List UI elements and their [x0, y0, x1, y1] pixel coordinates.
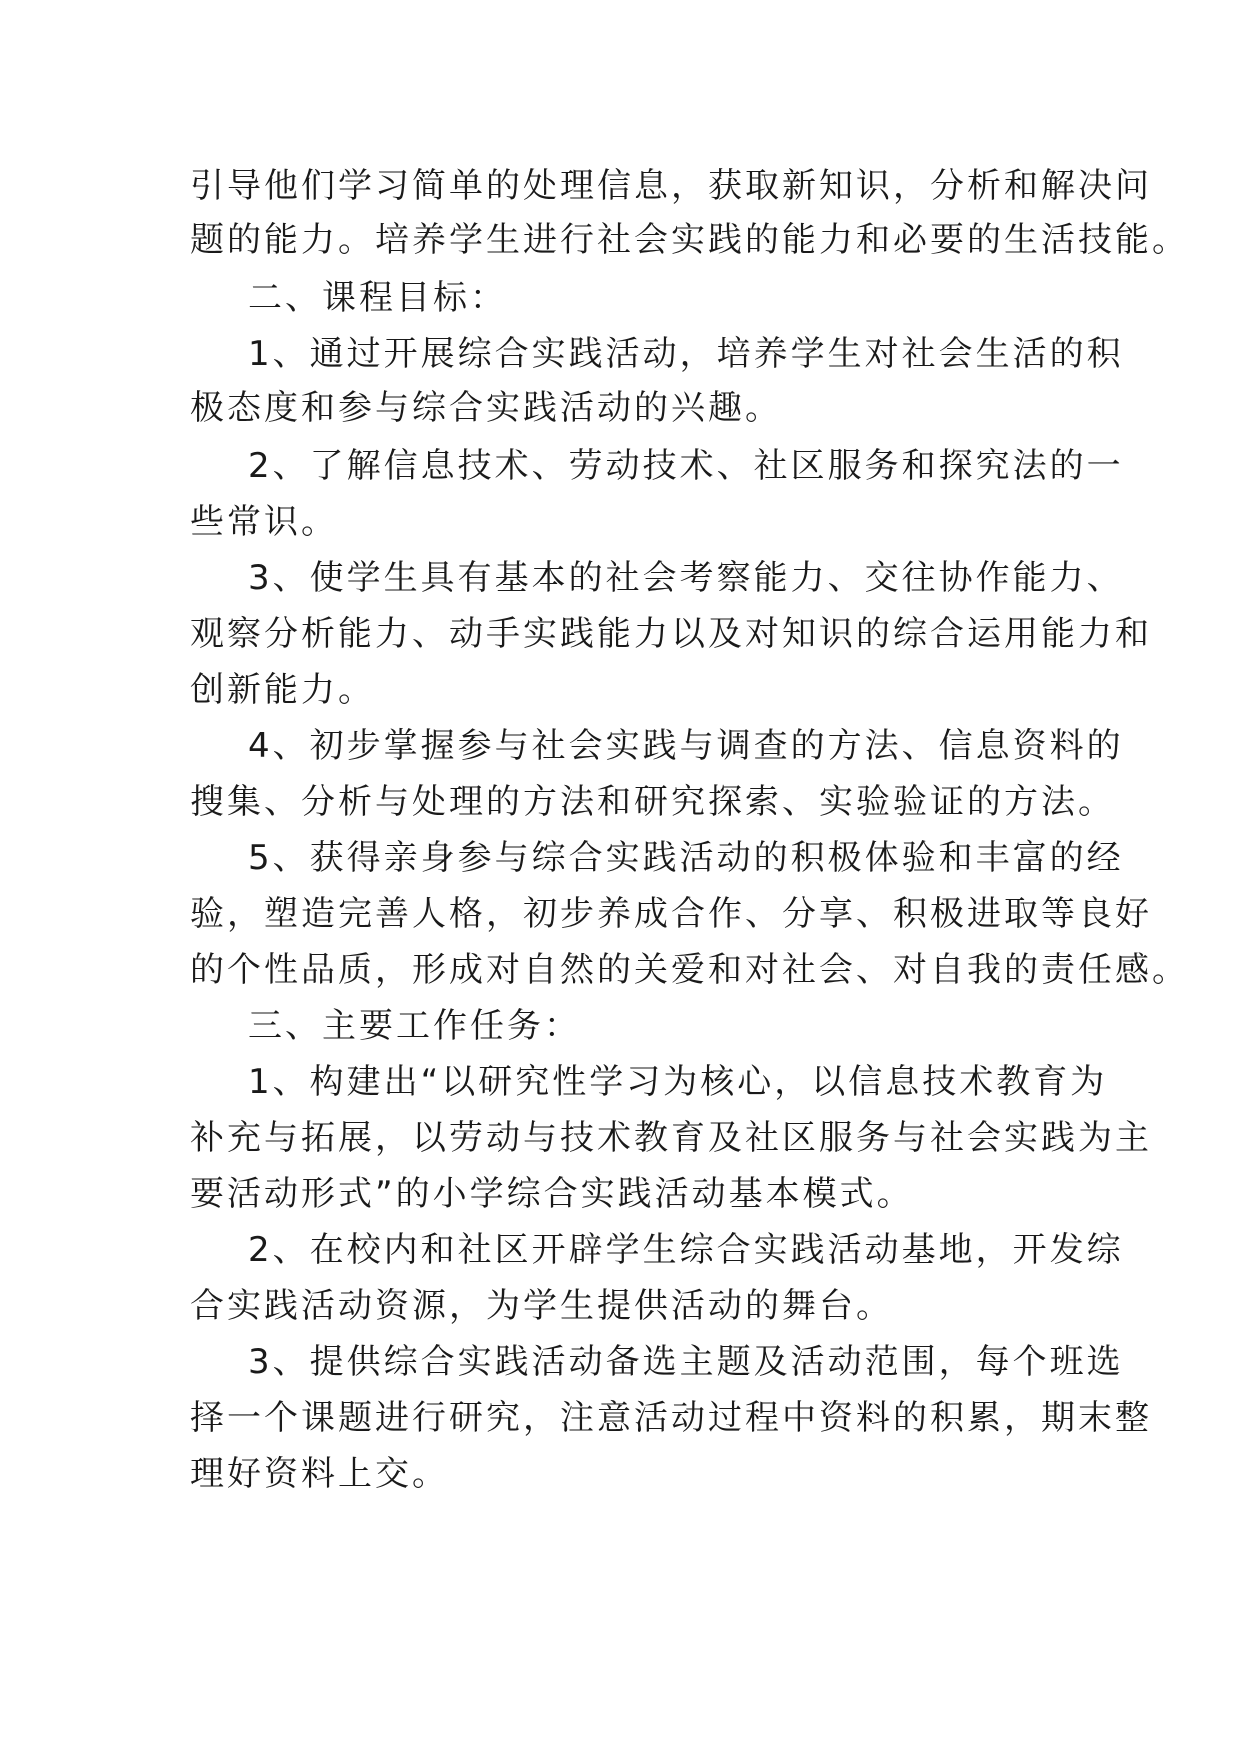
text-line: 观察分析能力、动手实践能力以及对知识的综合运用能力和 — [190, 614, 1152, 654]
text-line: 创新能力。 — [190, 670, 375, 710]
text-line: 验，塑造完善人格，初步养成合作、分享、积极进取等良好 — [190, 894, 1152, 934]
text-line: 1、构建出“以研究性学习为核心，以信息技术教育为 — [248, 1062, 1108, 1102]
text-line: 些常识。 — [190, 502, 338, 542]
text-line: 2、了解信息技术、劳动技术、社区服务和探究法的一 — [248, 446, 1124, 486]
text-line: 题的能力。培养学生进行社会实践的能力和必要的生活技能。 — [190, 220, 1189, 260]
text-line: 合实践活动资源，为学生提供活动的舞台。 — [190, 1286, 893, 1326]
text-line: 5、获得亲身参与综合实践活动的积极体验和丰富的经 — [248, 838, 1124, 878]
text-line: 3、提供综合实践活动备选主题及活动范围，每个班选 — [248, 1342, 1124, 1382]
text-line: 择一个课题进行研究，注意活动过程中资料的积累，期末整 — [190, 1398, 1152, 1438]
text-line: 的个性品质，形成对自然的关爱和对社会、对自我的责任感。 — [190, 950, 1189, 990]
text-line: 补充与拓展，以劳动与技术教育及社区服务与社会实践为主 — [190, 1118, 1152, 1158]
text-line: 极态度和参与综合实践活动的兴趣。 — [190, 388, 782, 428]
text-line: 4、初步掌握参与社会实践与调查的方法、信息资料的 — [248, 726, 1124, 766]
section-heading: 二、课程目标： — [248, 278, 507, 318]
text-line: 3、使学生具有基本的社会考察能力、交往协作能力、 — [248, 558, 1124, 598]
section-heading: 三、主要工作任务： — [248, 1006, 581, 1046]
text-line: 理好资料上交。 — [190, 1454, 449, 1494]
text-line: 搜集、分析与处理的方法和研究探索、实验验证的方法。 — [190, 782, 1115, 822]
text-line: 要活动形式”的小学综合实践活动基本模式。 — [190, 1174, 914, 1214]
text-line: 1、通过开展综合实践活动，培养学生对社会生活的积 — [248, 334, 1124, 374]
text-line: 引导他们学习简单的处理信息，获取新知识，分析和解决问 — [190, 166, 1152, 206]
text-line: 2、在校内和社区开辟学生综合实践活动基地，开发综 — [248, 1230, 1124, 1270]
